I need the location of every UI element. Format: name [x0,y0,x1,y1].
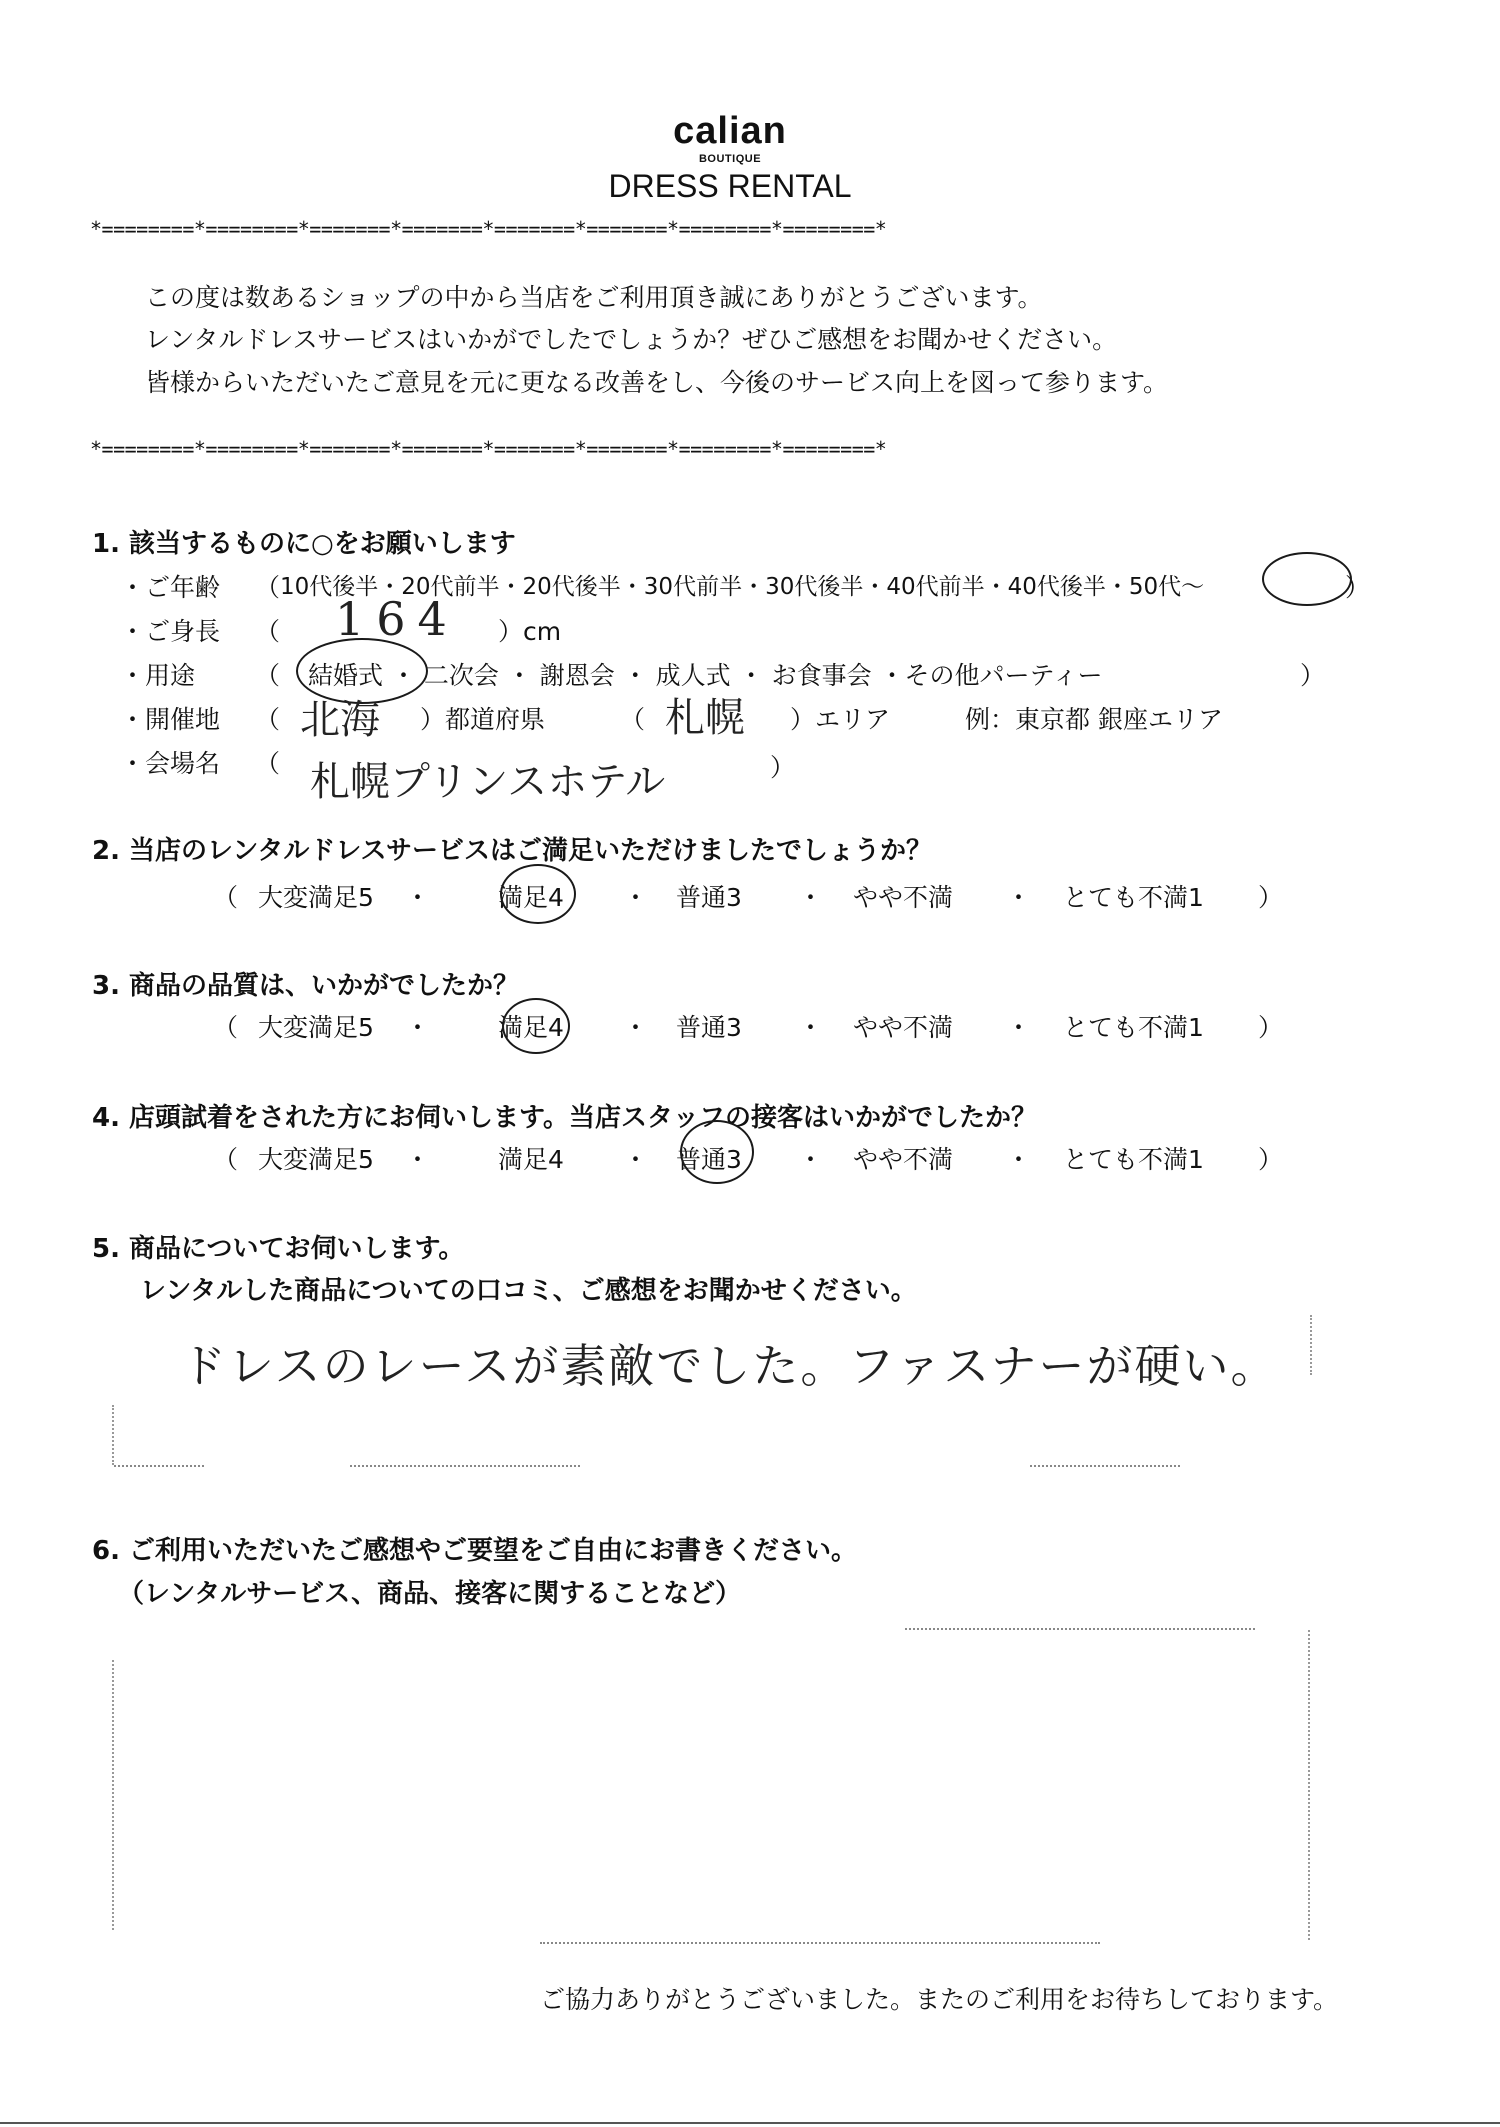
purpose-close: ） [1300,661,1326,690]
location-label: ・開催地 [120,705,221,734]
q2-opt-4: 満足4 [498,883,564,912]
q4-sep-4: ・ [1006,1145,1032,1174]
q3-sep-3: ・ [798,1013,824,1042]
footer-message: ご協力ありがとうございました。またのご利用をお待ちしております。 [540,1985,1339,2014]
q4-open: （ [213,1145,239,1174]
purpose-options: 結婚式 ・ 二次会 ・ 謝恩会 ・ 成人式 ・ お食事会 ・その他パーティー [308,661,1103,690]
q4-sep-1: ・ [405,1145,431,1174]
q3-opt-1: とても不満1 [1063,1013,1204,1042]
q2-sep-4: ・ [1006,883,1032,912]
q3-opt-2: やや不満 [853,1013,954,1042]
age-label: ・ご年齢 [120,573,221,602]
q3-opt-4: 満足4 [498,1013,564,1042]
location-close-2: ）エリア [790,705,891,734]
intro-line-1: この度は数あるショップの中から当店をご利用頂き誠にありがとうございます。 [145,283,1043,312]
q4-options [213,1140,1313,1176]
q6-box-top [905,1628,1255,1630]
age-circle-50s [1262,552,1352,606]
location-prefecture: 北海 [300,697,380,743]
venue-label: ・会場名 [120,749,221,778]
location-close-1: ）都道府県 [420,705,546,734]
purpose-open: （ [255,661,281,690]
venue-value: 札幌プリンスホテル [310,759,666,805]
q2-close: ） [1258,883,1284,912]
q2-opt-3: 普通3 [676,883,742,912]
q3-open: （ [213,1013,239,1042]
separator-bottom: *========*========*=======*=======*=======*=======*========*========* [90,437,887,461]
q2-opt-2: やや不満 [853,883,954,912]
q2-sep-3: ・ [798,883,824,912]
q4-opt-2: やや不満 [853,1145,954,1174]
intro-line-2: レンタルドレスサービスはいかがでしたでしょうか？ぜひご感想をお聞かせください。 [145,325,1118,354]
q5-box-bottom-2 [350,1465,580,1467]
age-options: 10代後半・20代前半・20代後半・30代前半・30代後半・40代前半・40代後半・50代〜 [280,574,1205,600]
venue-close: ） [770,753,796,782]
q5-subtitle: レンタルした商品についての口コミ、ご感想をお聞かせください。 [140,1276,917,1306]
q4-opt-5: 大変満足5 [258,1145,374,1174]
q2-options [213,878,1313,914]
brand-logo: calian [673,110,787,152]
q4-circle [680,1120,754,1184]
q2-open: （ [213,883,239,912]
q6-title: 6. ご利用いただいたご感想やご要望をご自由にお書きください。 [92,1536,858,1566]
height-label: ・ご身長 [120,617,221,646]
q2-circle [500,864,576,924]
age-open: （ [255,573,281,602]
location-open-1: （ [255,705,281,734]
height-close: ）cm [498,617,562,646]
q4-opt-4: 満足4 [498,1145,564,1174]
q3-opt-5: 大変満足5 [258,1013,374,1042]
q2-opt-5: 大変満足5 [258,883,374,912]
q4-sep-3: ・ [798,1145,824,1174]
q6-box-right-edge [1308,1630,1310,1940]
height-value: 164 [335,592,459,646]
q3-sep-1: ・ [405,1013,431,1042]
venue-open: （ [255,749,281,778]
q4-opt-3: 普通3 [676,1145,742,1174]
q1-title: 1. 該当するものに○をお願いします [92,529,516,559]
page-bottom-line [0,2122,1500,2124]
q5-box-right-edge [1310,1315,1312,1375]
q4-opt-1: とても不満1 [1063,1145,1204,1174]
q4-close: ） [1258,1145,1284,1174]
q4-title: 4. 店頭試着をされた方にお伺いします。当店スタッフの接客はいかがでしたか？ [92,1103,1037,1133]
q3-opt-3: 普通3 [676,1013,742,1042]
q2-sep-2: ・ [623,883,649,912]
location-area: 札幌 [665,695,745,741]
q3-sep-4: ・ [1006,1013,1032,1042]
q4-sep-2: ・ [623,1145,649,1174]
q3-close: ） [1258,1013,1284,1042]
q6-subtitle: （レンタルサービス、商品、接客に関することなど） [118,1579,742,1609]
q6-box-bottom [540,1942,1100,1944]
brand-subtitle: BOUTIQUE [698,153,762,165]
q3-sep-2: ・ [623,1013,649,1042]
q2-sep-1: ・ [405,883,431,912]
location-open-2: （ [620,705,646,734]
q2-title: 2. 当店のレンタルドレスサービスはご満足いただけましたでしょうか？ [92,836,933,866]
location-example: 例：東京都 銀座エリア [965,705,1223,734]
q3-title: 3. 商品の品質は、いかがでしたか？ [92,971,520,1001]
q5-box-left-edge [112,1405,114,1465]
q5-title: 5. 商品についてお伺いします。 [92,1234,465,1264]
q5-answer: ドレスのレースが素敵でした。ファスナーが硬い。 [180,1339,1279,1393]
q5-box-bottom-3 [1030,1465,1180,1467]
q5-box-bottom-1 [114,1465,204,1467]
separator-top: *========*========*=======*=======*=======*=======*========*========* [90,217,887,241]
height-open: （ [255,617,281,646]
page-title: DRESS RENTAL [608,168,852,204]
intro-line-3: 皆様からいただいたご意見を元に更なる改善をし、今後のサービス向上を図って参ります。 [145,368,1169,397]
purpose-label: ・用途 [120,661,196,690]
q2-opt-1: とても不満1 [1063,883,1204,912]
q6-box-left-edge [112,1660,114,1930]
q3-options [213,1008,1313,1044]
age-close: ） [1345,573,1371,602]
q3-circle [502,998,570,1054]
